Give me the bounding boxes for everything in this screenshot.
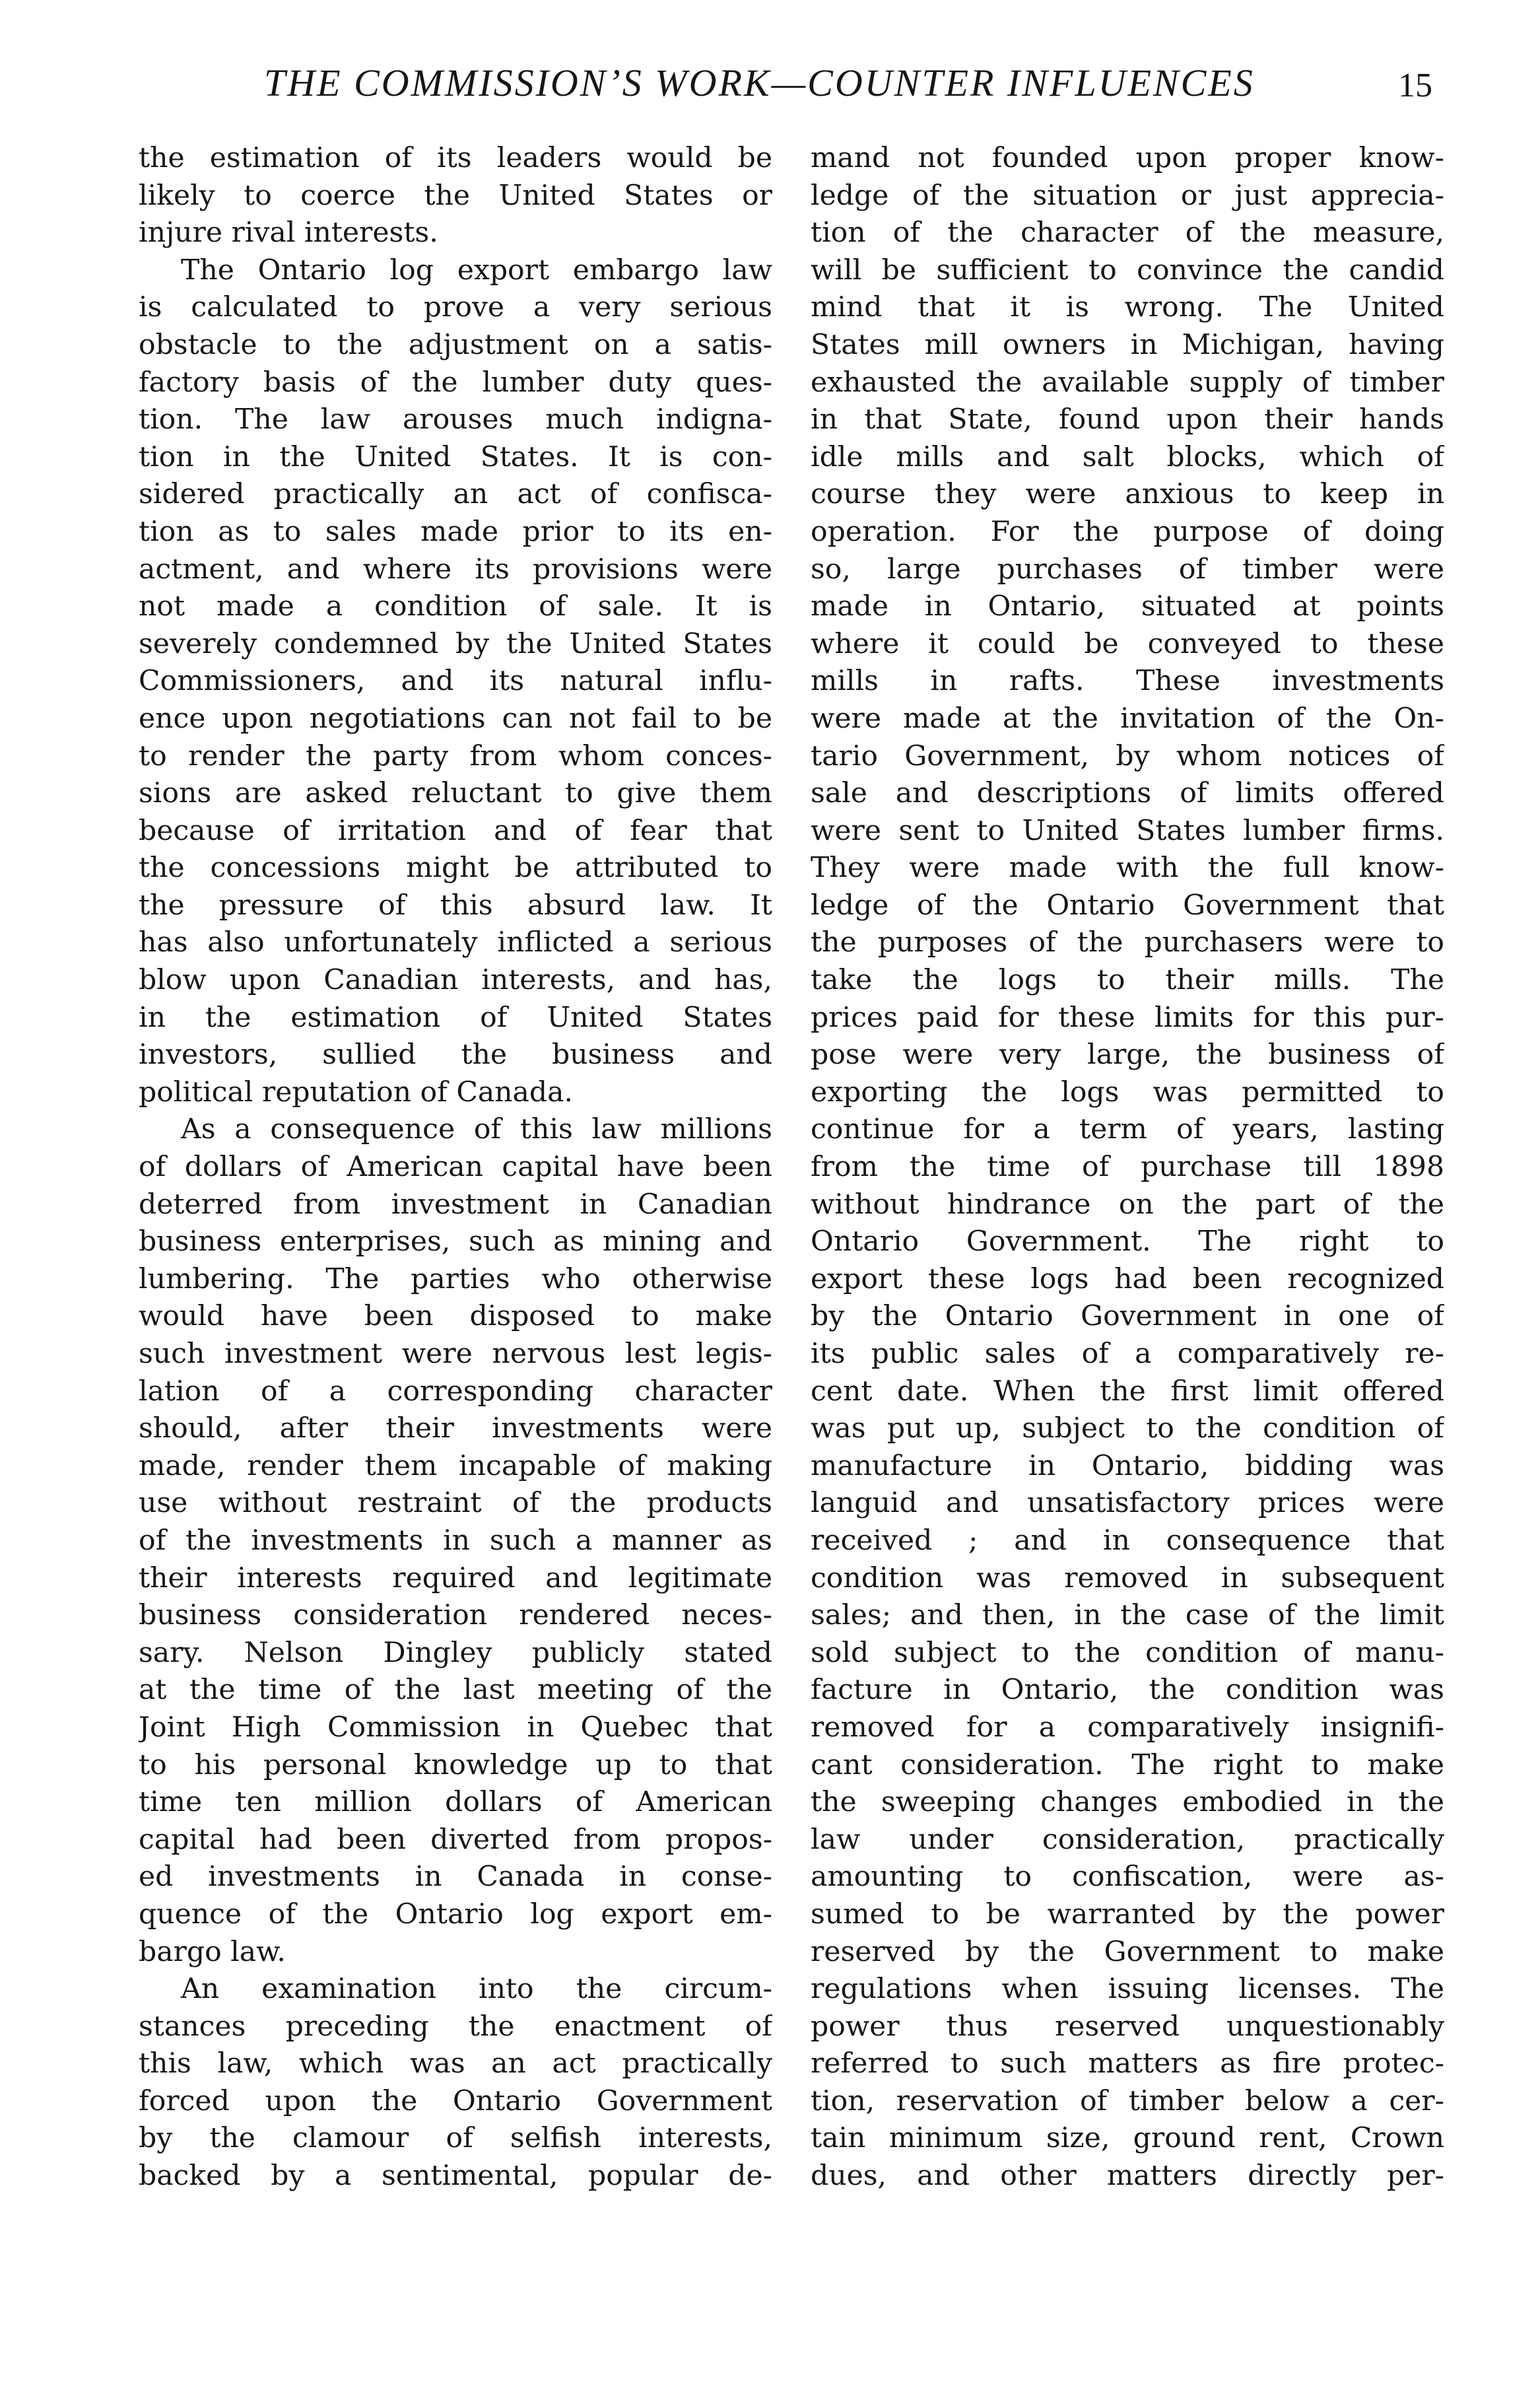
text-line: severely condemned by the United States <box>139 627 772 660</box>
text-line: tion in the United States. It is con- <box>139 440 772 473</box>
text-line: were sent to United States lumber firms. <box>811 814 1444 847</box>
running-header <box>139 61 1432 114</box>
text-line: Commissioners, and its natural influ- <box>139 665 772 698</box>
text-line: sale and descriptions of limits offered <box>811 777 1444 810</box>
text-line: exporting the logs was permitted to <box>811 1076 1444 1109</box>
text-line: cant consideration. The right to make <box>811 1748 1444 1781</box>
text-line: tion, reservation of timber below a cer- <box>811 2084 1444 2117</box>
text-line: likely to coerce the United States or <box>139 179 772 212</box>
text-line: mills in rafts. These investments <box>811 665 1444 698</box>
text-line: condition was removed in subsequent <box>811 1561 1444 1594</box>
text-line: blow upon Canadian interests, and has, <box>139 964 772 997</box>
text-line: The Ontario log export embargo law <box>181 254 772 287</box>
text-line: stances preceding the enactment of <box>139 2010 772 2043</box>
text-line: of dollars of American capital have been <box>139 1151 772 1184</box>
text-line: dues, and other matters directly per- <box>811 2160 1444 2193</box>
text-line: amounting to confiscation, were as- <box>811 1861 1444 1894</box>
text-line: this law, which was an act practically <box>139 2047 772 2080</box>
text-line: cent date. When the first limit offered <box>811 1375 1444 1408</box>
text-line: lation of a corresponding character <box>139 1375 772 1408</box>
text-line: time ten million dollars of American <box>139 1786 772 1819</box>
text-line: has also unfortunately inflicted a serious <box>139 926 772 959</box>
text-line: political reputation of Canada. <box>139 1076 573 1109</box>
text-line: tion of the character of the measure, <box>811 217 1444 250</box>
text-line: sidered practically an act of confisca- <box>139 478 772 511</box>
text-line: the pressure of this absurd law. It <box>139 889 772 922</box>
text-line: languid and unsatisfactory prices were <box>811 1487 1444 1520</box>
text-line: bargo law. <box>139 1935 286 1968</box>
text-line: capital had been diverted from propos- <box>139 1823 772 1856</box>
text-line: such investment were nervous lest legis- <box>139 1338 772 1370</box>
text-line: in the estimation of United States <box>139 1001 772 1034</box>
text-line: operation. For the purpose of doing <box>811 515 1444 548</box>
text-line: regulations when issuing licenses. The <box>811 1973 1444 2006</box>
text-line: sions are asked reluctant to give them <box>139 777 772 810</box>
text-line: take the logs to their mills. The <box>811 964 1444 997</box>
text-line: its public sales of a comparatively re- <box>811 1338 1444 1370</box>
text-column-right <box>811 140 1444 2195</box>
text-line: were made at the invitation of the On- <box>811 702 1444 735</box>
text-line: to render the party from whom conces- <box>139 739 772 772</box>
text-line: the sweeping changes embodied in the <box>811 1786 1444 1819</box>
text-line: sold subject to the condition of manu- <box>811 1636 1444 1669</box>
text-line: injure rival interests. <box>139 217 438 250</box>
text-line: sumed to be warranted by the power <box>811 1898 1444 1931</box>
text-line: tion. The law arouses much indigna- <box>139 403 772 436</box>
text-line: quence of the Ontario log export em- <box>139 1898 772 1931</box>
text-line: by the Ontario Government in one of <box>811 1300 1444 1333</box>
text-line: mind that it is wrong. The United <box>811 291 1444 324</box>
text-line: in that State, found upon their hands <box>811 403 1444 436</box>
text-line: their interests required and legitimate <box>139 1561 772 1594</box>
text-line: referred to such matters as fire protec- <box>811 2047 1444 2080</box>
text-line: forced upon the Ontario Government <box>139 2084 772 2117</box>
text-line: tain minimum size, ground rent, Crown <box>811 2122 1444 2155</box>
text-line: States mill owners in Michigan, having <box>811 328 1444 361</box>
text-line: the concessions might be attributed to <box>139 852 772 885</box>
text-line: law under consideration, practically <box>811 1823 1444 1856</box>
text-line: power thus reserved unquestionably <box>811 2010 1444 2043</box>
text-line: at the time of the last meeting of the <box>139 1674 772 1707</box>
text-line: actment, and where its provisions were <box>139 553 772 586</box>
text-line: backed by a sentimental, popular de- <box>139 2160 772 2193</box>
text-line: deterred from investment in Canadian <box>139 1188 772 1221</box>
text-line: ledge of the Ontario Government that <box>811 889 1444 922</box>
text-line: obstacle to the adjustment on a satis- <box>139 328 772 361</box>
text-line: the purposes of the purchasers were to <box>811 926 1444 959</box>
text-line: made in Ontario, situated at points <box>811 590 1444 623</box>
text-line: use without restraint of the products <box>139 1487 772 1520</box>
text-line: investors, sullied the business and <box>139 1039 772 1072</box>
text-line: sales; and then, in the case of the limit <box>811 1599 1444 1632</box>
text-line: so, large purchases of timber were <box>811 553 1444 586</box>
text-line: Ontario Government. The right to <box>811 1225 1444 1258</box>
text-line: factory basis of the lumber duty ques- <box>139 366 772 399</box>
text-line: was put up, subject to the condition of <box>811 1412 1444 1445</box>
text-line: pose were very large, the business of <box>811 1039 1444 1072</box>
text-line: from the time of purchase till 1898 <box>811 1151 1444 1184</box>
text-line: business enterprises, such as mining and <box>139 1225 772 1258</box>
text-line: is calculated to prove a very serious <box>139 291 772 324</box>
text-line: the estimation of its leaders would be <box>139 142 772 174</box>
text-line: received ; and in consequence that <box>811 1524 1444 1557</box>
text-line: without hindrance on the part of the <box>811 1188 1444 1221</box>
text-line: where it could be conveyed to these <box>811 627 1444 660</box>
text-line: tario Government, by whom notices of <box>811 739 1444 772</box>
text-line: continue for a term of years, lasting <box>811 1113 1444 1146</box>
text-line: by the clamour of selfish interests, <box>139 2122 772 2155</box>
text-line: ed investments in Canada in conse- <box>139 1861 772 1894</box>
text-line: made, render them incapable of making <box>139 1449 772 1482</box>
text-line: will be sufficient to convince the candid <box>811 254 1444 287</box>
text-line: exhausted the available supply of timber <box>811 366 1444 399</box>
text-line: ence upon negotiations can not fail to be <box>139 702 772 735</box>
text-line: should, after their investments were <box>139 1412 772 1445</box>
text-line: removed for a comparatively insignifi- <box>811 1711 1444 1744</box>
text-line: course they were anxious to keep in <box>811 478 1444 511</box>
text-line: They were made with the full know- <box>811 852 1444 885</box>
text-line: mand not founded upon proper know- <box>811 142 1444 174</box>
text-column-left <box>139 140 772 2195</box>
text-line: export these logs had been recognized <box>811 1262 1444 1295</box>
text-line: An examination into the circum- <box>181 1973 772 2006</box>
text-line: reserved by the Government to make <box>811 1935 1444 1968</box>
text-line: ledge of the situation or just apprecia- <box>811 179 1444 212</box>
text-line: business consideration rendered neces- <box>139 1599 772 1632</box>
text-line: to his personal knowledge up to that <box>139 1748 772 1781</box>
text-line: not made a condition of sale. It is <box>139 590 772 623</box>
text-line: facture in Ontario, the condition was <box>811 1674 1444 1707</box>
text-line: As a consequence of this law millions <box>181 1113 772 1146</box>
text-line: prices paid for these limits for this pur- <box>811 1001 1444 1034</box>
page-number: 15 <box>1398 67 1432 104</box>
text-line: because of irritation and of fear that <box>139 814 772 847</box>
text-line: idle mills and salt blocks, which of <box>811 440 1444 473</box>
running-title: THE COMMISSION’S WORK—COUNTER INFLUENCES <box>264 61 1255 104</box>
text-line: sary. Nelson Dingley publicly stated <box>139 1636 772 1669</box>
text-line: lumbering. The parties who otherwise <box>139 1262 772 1295</box>
text-line: of the investments in such a manner as <box>139 1524 772 1557</box>
text-line: tion as to sales made prior to its en- <box>139 515 772 548</box>
text-line: Joint High Commission in Quebec that <box>139 1711 772 1744</box>
text-line: manufacture in Ontario, bidding was <box>811 1449 1444 1482</box>
text-line: would have been disposed to make <box>139 1300 772 1333</box>
